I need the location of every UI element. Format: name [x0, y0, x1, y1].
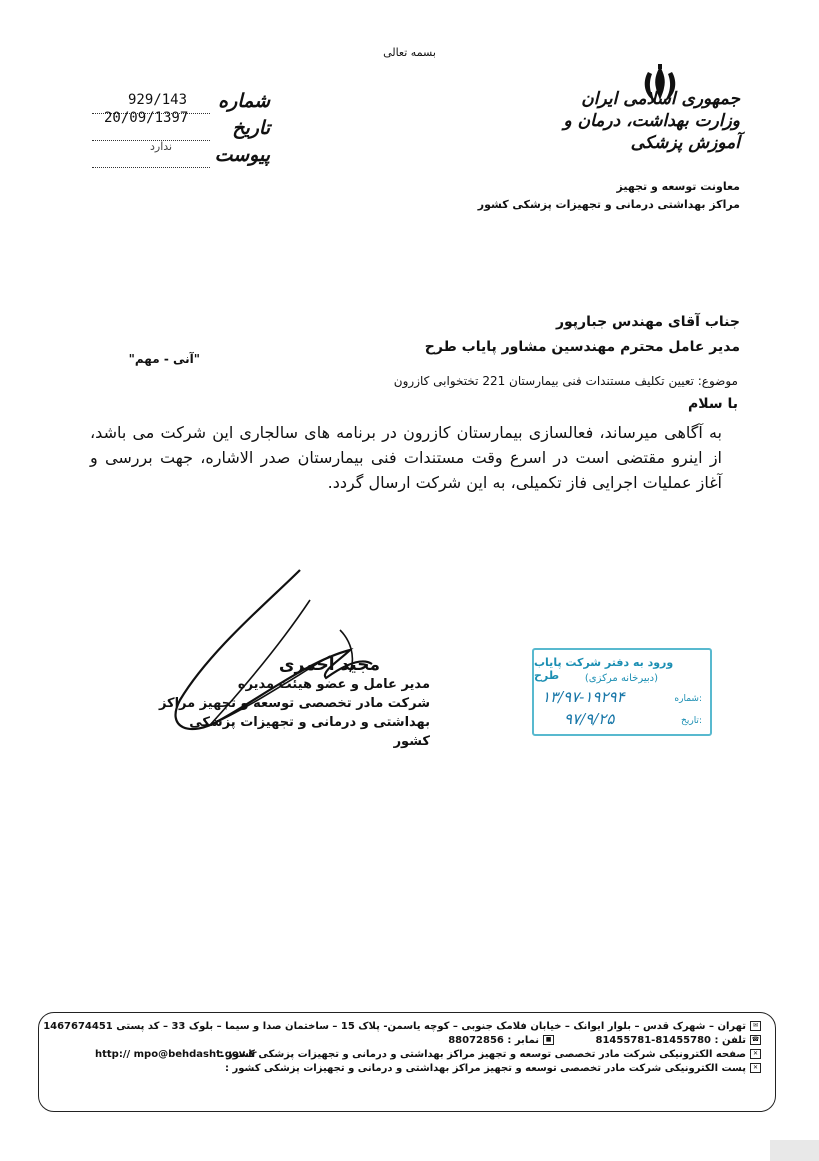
- footer-address: تهران – شهرک قدس – بلوار ایوانک – خیابان فلامک جنوبی – کوچه یاسمن- پلاک 15 – ساختمان صدا و سیما – بلوک 33 – کد پستی 1467674451: [43, 1021, 746, 1032]
- signer-title: مدیر عامل و عضو هیئت مدیره: [237, 677, 430, 692]
- ministry-name: جمهوری اسلامی ایران وزارت بهداشت، درمان و آموزش پزشکی: [563, 89, 740, 153]
- recipient-name: جناب آقای مهندس جبارپور: [555, 314, 740, 330]
- footer-address-row: [43, 1021, 761, 1032]
- signature-block: [150, 656, 430, 751]
- deputy-name: معاونت توسعه و تجهیز: [616, 180, 740, 193]
- phone-label: تلفن :: [714, 1035, 746, 1046]
- meta-labels: [210, 88, 270, 169]
- fax-label: نمابر :: [507, 1035, 540, 1046]
- urgency-label: "آنی - مهم": [128, 352, 200, 366]
- fax-number: 88072856: [448, 1035, 504, 1046]
- signer-org-1: شرکت مادر تخصصی توسعه و تجهیز مراکز: [158, 696, 430, 711]
- website-link[interactable]: http:// mpo@behdasht.gov.ir: [95, 1049, 257, 1060]
- mail-icon: ✕: [750, 1049, 761, 1059]
- attachment-line: [92, 166, 210, 168]
- scan-edge-shadow: [770, 1140, 819, 1161]
- footer-website-row: [219, 1049, 761, 1060]
- email-label: پست الکترونیکی شرکت مادر تخصصی توسعه و تجهیز مراکز بهداشتی و درمانی و تجهیزات پزشکی کشور :: [225, 1063, 746, 1074]
- stamp-number-label: شماره:: [674, 694, 702, 704]
- letter-date: 20/09/1397: [104, 110, 189, 126]
- mail-icon: ✕: [750, 1063, 761, 1073]
- stamp-subtitle: (دبیرخانه مرکزی): [584, 673, 658, 684]
- website-label: صفحه الکترونیکی شرکت مادر تخصصی توسعه و تجهیز مراکز بهداشتی و درمانی و تجهیزات پزشکی کشور :: [219, 1049, 746, 1060]
- number-label: شماره: [218, 90, 270, 112]
- footer-box: [38, 1012, 776, 1112]
- letter-attachment: ندارد: [150, 140, 173, 153]
- stamp-date-label: تاریخ:: [681, 716, 702, 726]
- footer-phone-row: [448, 1035, 761, 1046]
- greeting: با سلام: [687, 396, 738, 412]
- receipt-stamp: [532, 648, 712, 736]
- invocation: بسمه تعالی: [383, 46, 436, 59]
- phone-icon: ☎: [751, 1036, 760, 1043]
- fax-icon: ■: [543, 1035, 554, 1045]
- signer-name: مجید احمری: [278, 655, 380, 675]
- stamp-date: ۹۷/۹/۲۵: [564, 710, 615, 728]
- recipient-title: مدیر عامل محترم مهندسین مشاور پایاب طرح: [424, 339, 740, 355]
- stamp-title: ورود به دفتر شرکت پایاب طرح: [534, 656, 674, 682]
- signer-org-2: بهداشتی و درمانی و تجهیزات پزشکی کشور: [189, 715, 430, 749]
- letter-number: 929/143: [128, 92, 188, 108]
- attachment-label: پیوست: [214, 144, 270, 166]
- footer-email-row: [225, 1063, 761, 1074]
- stamp-number: ۱۳/۹۷-۱۹۲۹۴: [542, 688, 625, 706]
- phone-number: 81455781-81455780: [595, 1035, 711, 1046]
- subject-line: موضوع: تعیین تکلیف مستندات فنی بیمارستان 221 تختخوابی کازرون: [393, 374, 738, 388]
- recipient-block: [200, 310, 740, 360]
- letter-body: به آگاهی میرساند، فعالسازی بیمارستان کازرون در برنامه های سالجاری این شرکت می باشد، از اینرو مقتضی است در اسرع وقت مستندات فنی بیمارستان صدر الاشاره، جهت بررسی و آغاز عملیات اجرایی فاز تکمیلی، به این شرکت ارسال گردد.: [90, 423, 722, 492]
- date-label: تاریخ: [232, 117, 270, 139]
- centers-name: مراکز بهداشتی درمانی و تجهیزات پزشکی کشور: [477, 198, 740, 211]
- location-icon: ✉: [750, 1021, 761, 1031]
